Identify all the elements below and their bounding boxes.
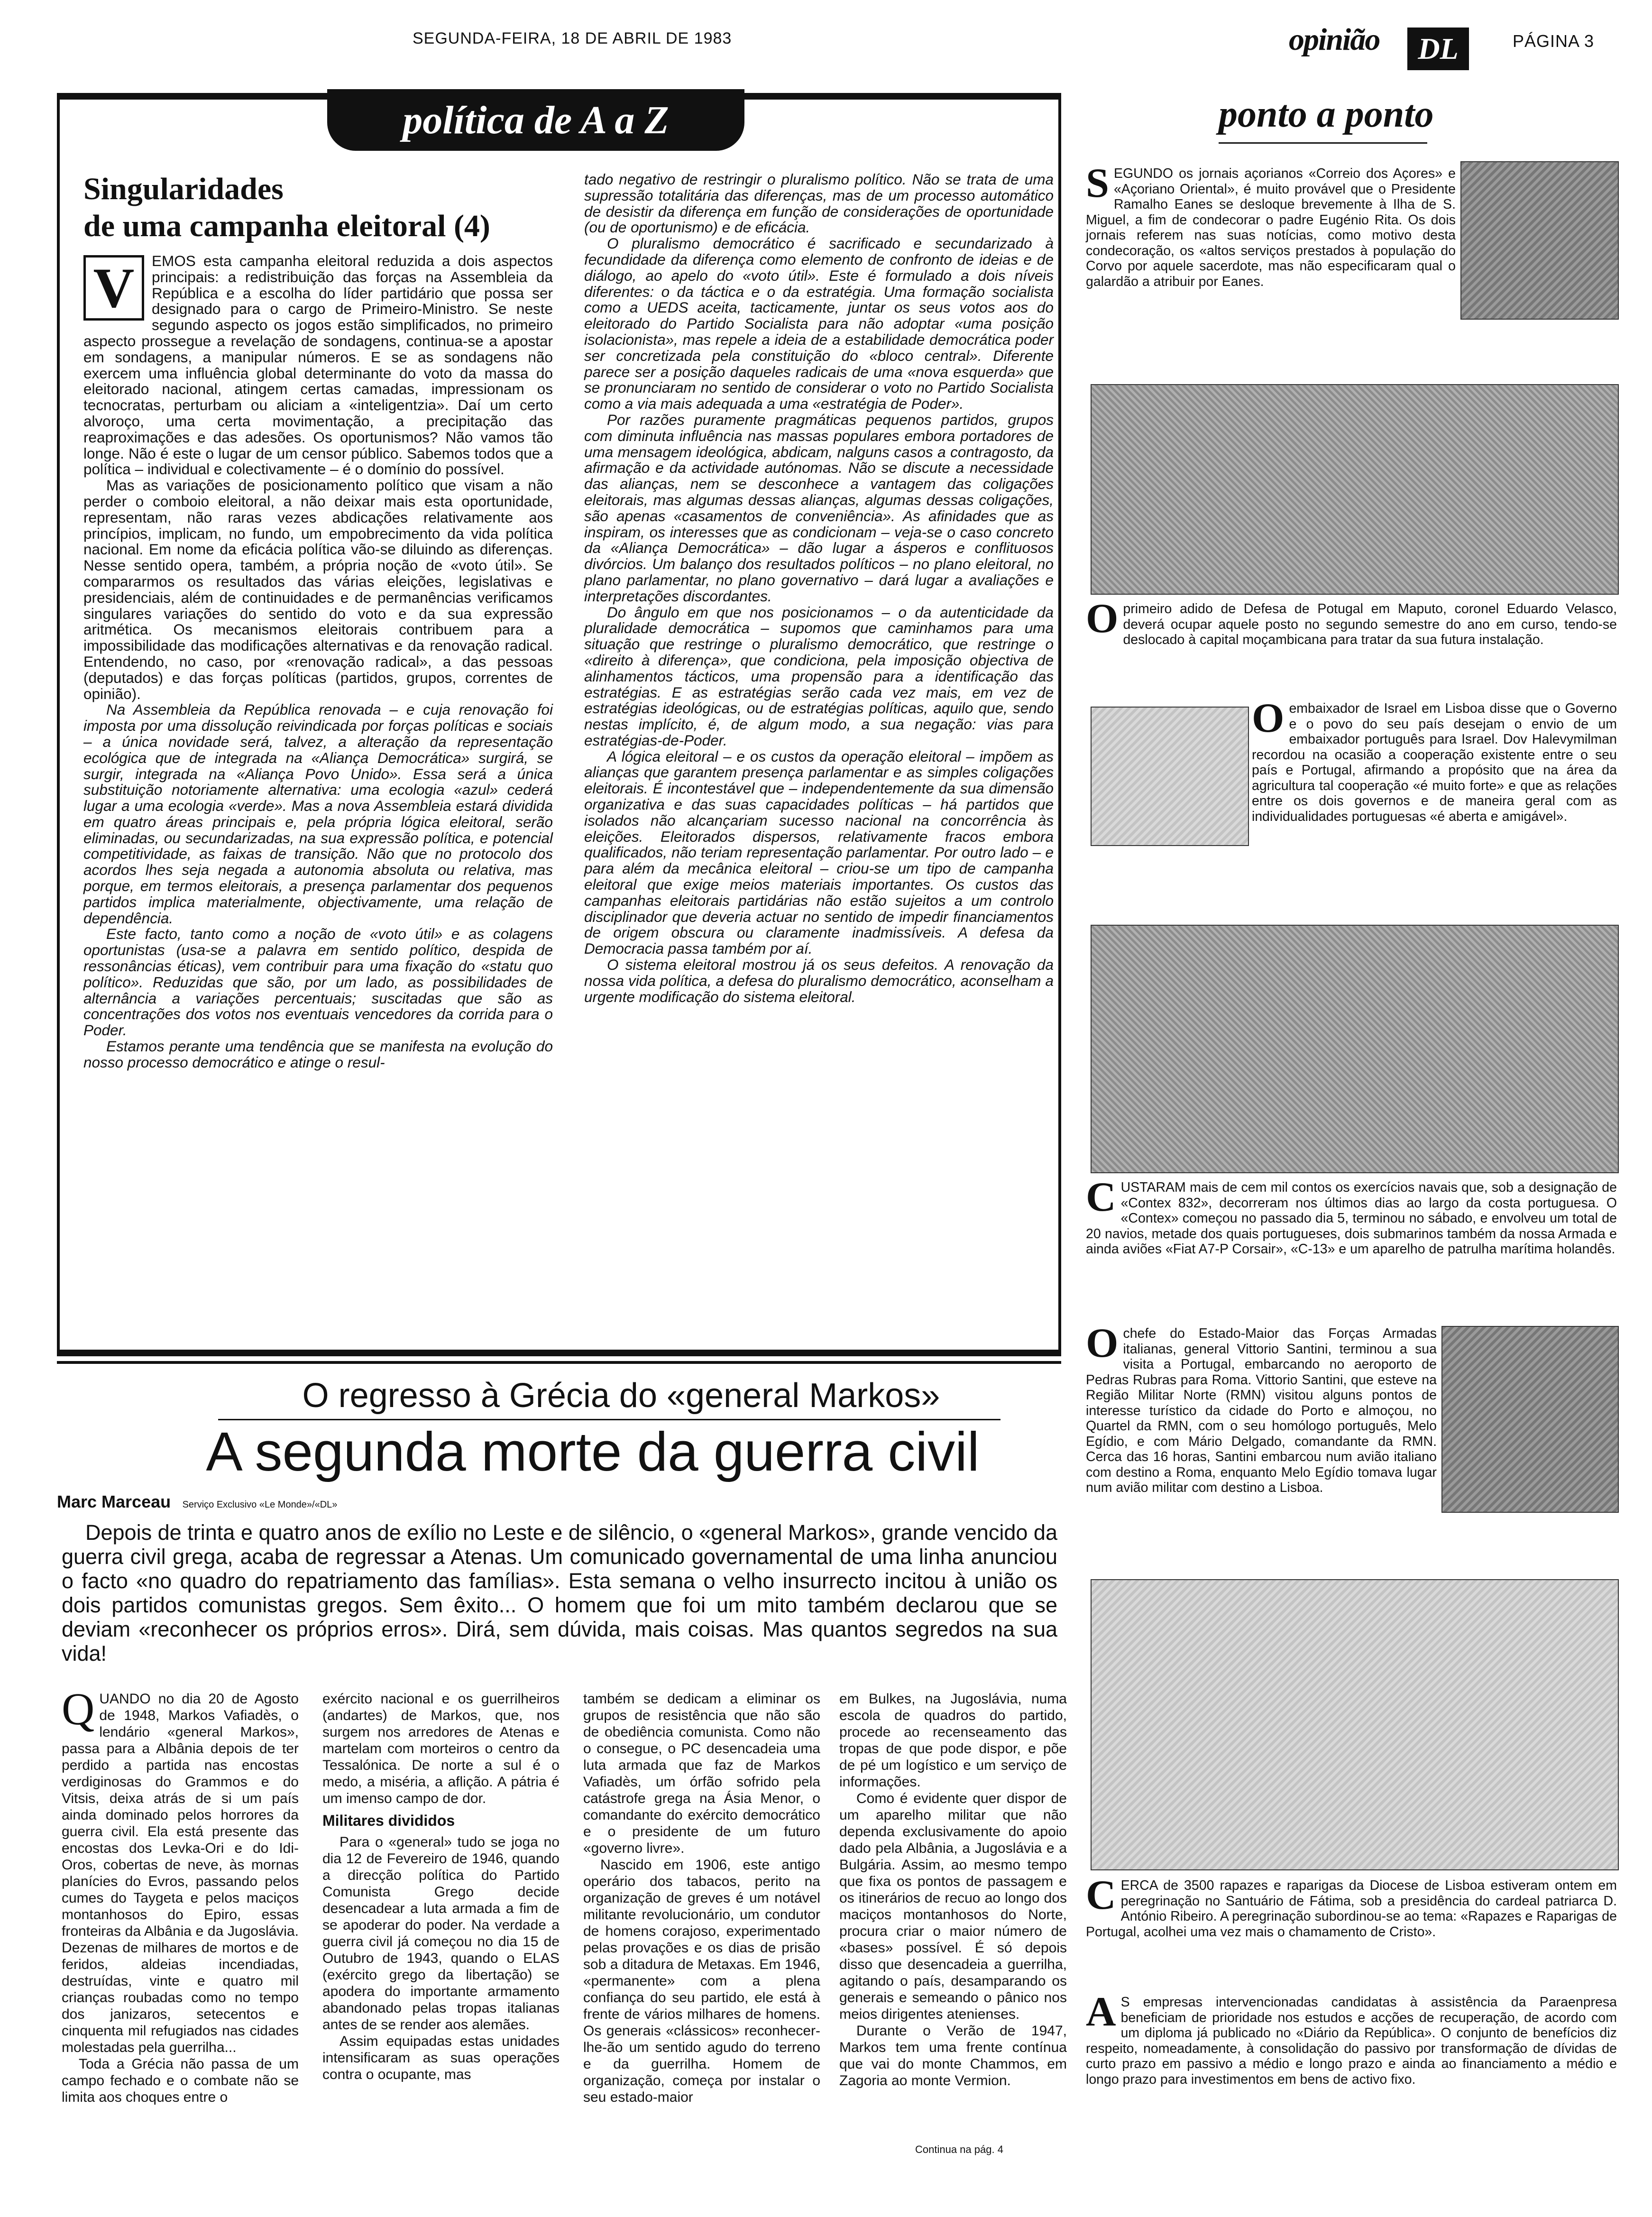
markos-column-3 [583,1691,820,2106]
newspaper-logo [1407,28,1469,70]
politica-paragraph: O sistema eleitoral mostrou já os seus defeitos. A renovação da nossa vida política, a defesa do pluralismo democrático, aconselham a urgente modificação do sistema eleitoral. [584,956,1054,1005]
politica-title-line1: Singularidades [83,172,284,206]
ponto-item [1252,695,1617,824]
kicker-underline [218,1419,1000,1420]
politica-banner-text: política de A a Z [403,98,669,142]
ponto-text: embaixador de Israel em Lisboa disse que o Governo e o povo do seu país desejam o envio de um embaixador português para Israel. Dov Halevymilman recordou na ocasião a cooperação existente entre o seu país e Portugal, afirmando a propósito que na área da agricultura tal cooperação «é muito forte» e que as relações entre os dois governos e de maneira geral com as individualidades portuguesas «é aberta e amigável». [1252,701,1617,824]
ponto-text: EGUNDO os jornais açorianos «Correio dos Açores» e «Açoriano Oriental», é muito provável que o Presidente Ramalho Eanes se desloque brevemente à Ilha de S. Miguel, a fim de condecorar o padre Eugénio Rita. Os dois jornais referem nas suas notícias, como motivo desta condecoração, os «altos serviços prestados à população do Corvo por aquele sacerdote, mas não especificaram qual o galardão a atribuir por Eanes. [1086,166,1456,289]
politica-column-2 [584,172,1054,1005]
markos-paragraph: Assim equipadas estas unidades intensificaram as suas operações contra o ocupante, mas [322,2033,560,2082]
politica-paragraph: Do ângulo em que nos posicionamos – o da autenticidade da pluralidade democrática – supomos que caminhamos para uma situação que restringe o pluralismo democrático, que restringe o «direito à diferença», que condiciona, pela imposição objectiva de alinhamentos tácticos, uma propensão para a identificação das estratégias. E as estratégias serão cada vez mais, em vez de estratégias ideológicas, ou de estratégias políticas, aquilo que, sendo nestas implícito, é, de algum modo, a sua negação: vias para estratégias-de-Poder. [584,603,1054,749]
ponto-cap: C [1086,1872,1116,1918]
box-bottom-rule [57,1350,1061,1356]
politica-paragraph: EMOS esta campanha eleitoral reduzida a dois aspectos principais: a redistribuição das forças na Assembleia da República e a escolha do líder partidário que possa ser designado para o cargo de Primeiro-Ministro. Se neste segundo aspecto os jogos estão simplificados, no primeiro aspecto prossegue a revelação de sondagens, continua-se a apostar em sondagens, a manipular números. E se as sondagens não exercem uma influência global determinante do voto da massa do eleitorado nacional, atingem certas camadas, impressionam os tecnocratas, perturbam ou aliciam a «inteligentzia». Daí um certo alvoroço, uma certa movimentação, a precipitação das reaproximações e das adesões. Os oportunismos? Não vamos tão longe. Não é este o lugar de um censor público. Sabemos todos que a política – individual e colectivamente – é o domínio do possível. [83,252,553,478]
markos-source: Serviço Exclusivo «Le Monde»/«DL» [182,1499,338,1510]
markos-paragraph: Durante o Verão de 1947, Markos tem uma frente contínua que vai do monte Chammos, em Zagoria ao monte Vermion. [839,2023,1067,2088]
politica-paragraph: Estamos perante uma tendência que se manifesta na evolução do nosso processo democrático e atinge o resul- [83,1038,553,1071]
markos-subhead: Militares divididos [322,1812,455,1829]
ponto-cap: C [1086,1174,1116,1220]
markos-paragraph: Para o «general» tudo se joga no dia 12 de Fevereiro de 1946, quando a direcção política do Partido Comunista Grego decide desencadear a luta armada a fim de se apoderar do poder. Na verdade a guerra civil já começou no dia 15 de Outubro de 1943, quando o ELAS (exército grego da libertação) se apodera do importante armamento abandonado pelas tropas italianas antes de se render aos alemães. [322,1834,560,2033]
ponto-item [1086,1320,1437,1496]
politica-paragraph: Por razões puramente pragmáticas pequenos partidos, grupos com diminuta influência nas massas populares embora portadores de uma mensagem ideológica, abdicam, nalguns casos a contragosto, da afirmação e da actividade autónomas. Não se discute a necessidade das alianças, nem se desconhece a vantagem das coligações eleitorais, mas algumas dessas alianças, algumas dessas coligações, são apenas «casamentos de conveniência». As afinidades que as inspiram, os interesses que as condicionam – veja-se o caso concreto da «Aliança Democrática» – dão lugar a ásperos e conflituosos divórcios. Um balanço dos resultados políticos – no plano eleitoral, no plano parlamentar, no plano governativo – dará lugar a avaliações e interpretações discordantes. [584,411,1054,605]
politica-banner [327,89,744,151]
politica-paragraph: tado negativo de restringir o pluralismo político. Não se trata de uma supressão totalitária das diferenças, mas de um processo automático de desistir da diferença em função de considerações de oportunidade (ou de oportunismo) e de eficácia. [584,171,1054,236]
markos-paragraph: Q UANDO no dia 20 de Agosto de 1948, Markos Vafiadès, o lendário «general Markos», passa para a Albânia depois de ter perdido a partida nas encostas verdiginosas do Grammos e do Vitsis, deixa atrás de si um país ainda dominado pelos horrores da guerra civil. Ela está presente das encostas dos Levka-Ori e do Idi-Oros, cobertas de neve, às mornas planícies do Evros, passando pelos cumes do Taygeta e pelos maciços montanhosos do Epiro, essas fronteiras da Albânia e da Jugoslávia. Dezenas de milhares de mortos e de feridos, aldeias incendiadas, destruídas, vinte e quatro mil crianças roubadas como no tempo dos janizaros, setecentos e cinquenta mil refugiados nas cidades molestadas pela guerrilha... [62,1683,299,2055]
maputo-city-photo [1091,384,1619,595]
eanes-photo [1460,161,1619,320]
ponto-text: chefe do Estado-Maior das Forças Armadas italianas, general Vittorio Santini, terminou a sua visita a Portugal, embarcando no aeroporto de Pedras Rubras para Roma. Vittorio Santini, que esteve na Região Militar Norte (RMN) visitou alguns pontos de interesse turístico da cidade do Porto e almoçou, no Quartel da RMN, com o seu homólogo português, Melo Egídio, e com Mário Delgado, comandante da RMN. Cerca das 16 horas, Santini embarcou num avião italiano com destino a Roma, enquanto Melo Egídio tomava lugar num avião militar com destino a Lisboa. [1086,1326,1437,1495]
santini-photo [1441,1326,1619,1513]
markos-column-4 [839,1691,1067,2089]
markos-column-1 [62,1683,299,2106]
markos-author: Marc Marceau [57,1492,171,1511]
markos-paragraph: exército nacional e os guerrilheiros (andartes) de Markos, que, nos surgem nos arredores de Atenas e martelam com morteiros o centro da Tessalónica. De norte a sul é o medo, a miséria, a aflição. A pátria é um imenso campo de dor. [322,1691,560,1806]
fatima-pilgrimage-photo [1091,1579,1619,1870]
ponto-text: primeiro adido de Defesa de Potugal em Maputo, coronel Eduardo Velasco, deverá ocupar aquele posto no segundo semestre do ano em curso, tendo-se deslocado à capital moçambicana para tratar da sua futura instalação. [1123,601,1617,647]
israel-ambassador-photo [1091,707,1249,846]
politica-column-1 [83,253,553,1071]
markos-paragraph: Nascido em 1906, este antigo operário dos tabacos, perito na organização de greves é um notável militante revolucionário, um condutor de homens corajoso, experimentado pelas provações e os dias de prisão sob a ditadura de Metaxas. Em 1946, «permanente» com a plena confiança do seu partido, ele está à frente de vários milhares de homens. Os generais «clássicos» reconhecer-lhe-ão um sentido agudo do terreno e da guerrilha. Homem de organização, começa por instalar o seu estado-maior [583,1857,820,2105]
markos-lead: Depois de trinta e quatro anos de exílio no Leste e de silêncio, o «general Markos», grande vencido da guerra civil grega, acaba de regressar a Atenas. Um comunicado governamental de uma linha anunciou o facto «no quadro do repatriamento das famílias». Esta semana o velho insurrecto incitou à união os dois partidos comunistas gregos. Sem êxito... O homem que foi um mito também declarou que se deviam «reconhecer os próprios erros». Dirá, sem dúvida, mais coisas. Mas quantos segredos na sua vida! [62,1520,1057,1665]
continued-note: Continua na pág. 4 [915,2143,1003,2155]
politica-paragraph: Na Assembleia da República renovada – e cuja renovação foi imposta por uma dissolução reivindicada por forças políticas e sociais – a única novidade será, talvez, a alteração da representação ecológica que de integrada na «Aliança Democrática» surgirá, se surgir, integrada na «Aliança Povo Unido». Essa será a única substituição notoriamente alternativa: uma ecologia «azul» cederá lugar a uma ecologia «verde». Mas a nova Assembleia estará dividida em quatro áreas principais e, pela própria lógica eleitoral, serão eliminadas, ou secundarizadas, na sua expressão política, e potencial competitividade, as faixas de transição. Não que no protocolo dos acordos lhes seja negada a autonomia absoluta ou relativa, mas porque, em termos eleitorais, a presença parlamentar dos pequenos partidos implica materialmente, objectivamente, uma relação de dependência. [83,701,553,927]
ponto-text: ERCA de 3500 rapazes e raparigas da Diocese de Lisboa estiveram ontem em peregrinação no Santuário de Fátima, sob a presidência do cardeal patriarca D. António Ribeiro. A peregrinação subordinou-se ao tema: «Rapazes e Raparigas de Portugal, acolhei uma vez mais o chamamento de Cristo». [1086,1878,1617,1940]
box-bottom-rule-2 [57,1361,1061,1364]
page-number: PÁGINA 3 [1513,31,1595,51]
markos-paragraph: em Bulkes, na Jugoslávia, numa escola de quadros do partido, procede ao recenseamento das tropas de que pode dispor, e põe de pé um logístico e um serviço de informações. [839,1691,1067,1790]
ponto-text: S empresas intervencionadas candidatas à assistência da Paraenpresa beneficiam de prioridade nos estudos e acções de recuperação, de acordo com um diploma já publicado no «Diário da República». O conjunto de benefícios diz respeito, nomeadamente, à consolidação do passivo por transformação de dívidas de curto prazo em passivo a médio e longo prazo e ainda ao financiamento a médio e longo prazo para investimentos em bens de activo fixo. [1086,1995,1617,2087]
ponto-cap: A [1086,1989,1116,2035]
ponto-item [1086,1872,1617,1940]
ponto-item [1086,160,1456,289]
politica-dropcap: V [83,255,144,321]
politica-paragraph: A lógica eleitoral – e os custos da operação eleitoral – impõem as alianças que garantem presença parlamentar e as simples coligações eleitorais. É incontestável que – independentemente da sua dimensão organizativa e das suas capacidades políticas – há partidos que isolados não alcançariam sucesso nacional na concorrência às eleições. Eleitorados dispersos, relativamente fracos embora qualificados, não teriam representação parlamentar. Por outro lado – e para além da mecânica eleitoral – criou-se um tipo de campanha eleitoral que exige meios materiais importantes. Os custos das campanhas eleitorais partidárias não estão sujeitos a um controlo disciplinador que deveria actuar no sentido de impedir financiamentos de origem obscura ou claramente inadmissíveis. A defesa da Democracia passa também por aí. [584,747,1054,957]
markos-paragraph: Toda a Grécia não passa de um campo fechado e o combate não se limita aos choques entre o [62,2056,299,2105]
politica-title-line2: de uma campanha eleitoral (4) [83,209,490,243]
markos-headline: A segunda morte da guerra civil [206,1421,980,1482]
logo-text: DL [1418,32,1459,65]
box-right-rule [1058,93,1061,1354]
markos-paragraph: também se dedicam a eliminar os grupos de resistência que não são de obediência comunista. Como não o consegue, o PC desencadeia uma luta armada que faz de Markos Vafiadès, um órfão sofrido pela catástrofe grega na Ásia Menor, o comandante do exército democrático e o presidente de um futuro «governo livre». [583,1691,820,1856]
ponto-cap: O [1252,695,1285,741]
ponto-text: USTARAM mais de cem mil contos os exercícios navais que, sob a designação de «Contex 832», decorreram nos últimos dias ao largo da costa portuguesa. O «Contex» começou no passado dia 5, terminou no sábado, e envolveu um total de 20 navios, metade dos quais portugueses, dois submarinos também da nossa Armada e ainda aviões «Fiat A7-P Corsair», «C-13» e um aparelho de patrulha marítima holandês. [1086,1180,1617,1257]
markos-dropcap: Q [62,1683,95,1734]
ponto-cap: O [1086,596,1119,642]
politica-paragraph: Mas as variações de posicionamento político que visam a não perder o comboio eleitoral, a não deixar mais esta oportunidade, representam, não raras vezes abdicações relativamente aos princípios, implicam, no fundo, um empobrecimento da vida política nacional. Em nome da eficácia política vão-se diluindo as diferenças. Nesse sentido opera, também, a própria noção de «voto útil». Se compararmos os resultados das várias eleições, legislativas e presidenciais, além de continuidades e de permanências verificamos singulares variações do sentido do voto e da sua expressão aritmética. Os mecanismos eleitorais contribuem para a impossibilidade das modificações alternativas e da renovação radical. Entendendo, no caso, por «renovação radical», a das pessoas (deputados) e das forças políticas (partidos, grupos, correntes de opinião). [83,477,553,702]
markos-kicker: O regresso à Grécia do «general Markos» [302,1377,940,1415]
markos-paragraph: Como é evidente quer dispor de um aparelho militar que não dependa exclusivamente do apoio dado pela Albânia, a Jugoslávia e a Bulgária. Assim, ao mesmo tempo que fixa os pontos de passagem e os itinerários de recuo ao longo dos maciços montanhosos do Norte, procura criar o maior número de «bases» possível. É só depois disso que desencadeia a guerrilha, agitando o país, desamparando os generais e semeando o pânico nos meios dirigentes atenienses. [839,1791,1067,2022]
ponto-cap: S [1086,160,1109,206]
page-date: SEGUNDA-FEIRA, 18 DE ABRIL DE 1983 [413,29,732,47]
naval-exercise-photo [1091,925,1619,1173]
politica-paragraph: Este facto, tanto como a noção de «voto útil» e as colagens oportunistas (usa-se a palavra em sentido político, despida de ressonâncias éticas), vem contribuir para uma fixação do «statu quo político». Reduzidas que são, por um lado, as possibilidades de alternância a variações percentuais; suscitadas que são as concentrações dos votos nos eventuais vencedores da corrida para o Poder. [83,925,553,1039]
markos-byline [57,1492,337,1512]
ponto-item [1086,1174,1617,1257]
box-left-rule [57,93,60,1354]
ponto-item [1086,1989,1617,2087]
ponto-item [1086,596,1617,648]
section-name: opinião [1289,22,1380,57]
ponto-title: ponto a ponto [1219,93,1434,135]
ponto-cap: O [1086,1320,1119,1366]
ponto-title-underline [1219,142,1427,144]
politica-title [83,171,581,245]
markos-column-2 [322,1691,560,2083]
politica-paragraph: O pluralismo democrático é sacrificado e secundarizado à fecundidade da diferença como elemento de confronto de ideias e de diálogo, ao apelo do «voto útil». Este é formulado a dois níveis diferentes: o da táctica e o da estratégia. Uma formação socialista como a UEDS aceita, tacticamente, juntar os seus votos aos do eleitorado do Partido Socialista para não adoptar «uma posição isolacionista», mas repele a ideia de a estabilidade democrática poder ser concretizada pela constituição do «bloco central». Diferente parece ser a posição daqueles radicais de uma «nova esquerda» que se pronunciaram no sentido de considerar o voto no Partido Socialista como a via mais adequada a uma «estratégia de Poder». [584,235,1054,413]
